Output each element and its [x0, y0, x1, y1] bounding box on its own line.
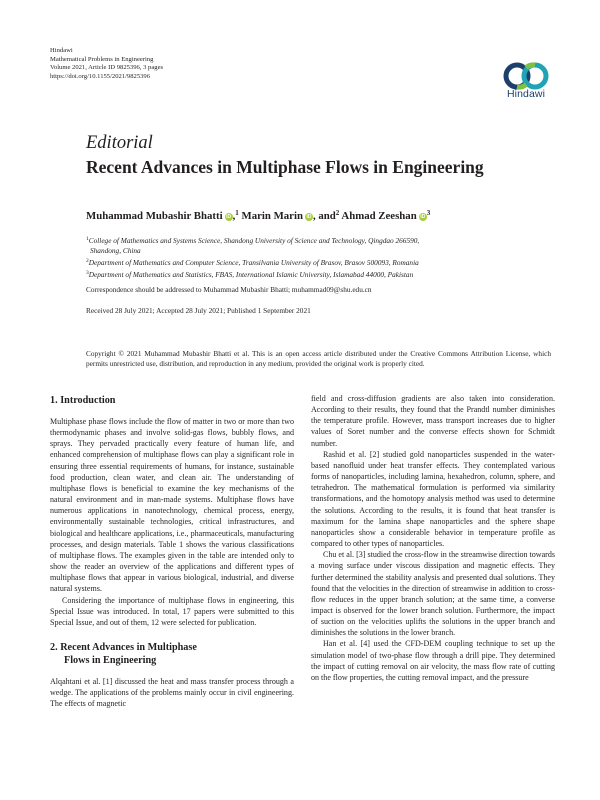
article-title: Recent Advances in Multiphase Flows in Engineering	[86, 157, 484, 177]
affiliation-item	[86, 268, 556, 280]
journal-name: Mathematical Problems in Engineering	[50, 55, 154, 63]
affil-text: Department of Mathematics and Computer Science, Transilvania University of Brasov, Brasov 500093, Romania	[88, 258, 419, 267]
section-heading: 1. Introduction	[50, 395, 116, 406]
section-heading-line: Flows in Engineering	[64, 654, 157, 666]
article-type: Editorial	[86, 133, 153, 153]
orcid-icon[interactable]: iD	[306, 214, 312, 220]
paragraph: Considering the importance of multiphase flows in engineering, this Special Issue was introduced. In total, 17 papers were submitted to this Special Issue, and out of them, 12 were selected for publication.	[50, 595, 294, 627]
author-name[interactable]: Marin Marin	[241, 210, 303, 222]
publication-dates: Received 28 July 2021; Accepted 28 July 2021; Published 1 September 2021	[86, 306, 311, 315]
paragraph: Multiphase phase flows include the flow of matter in two or more than two thermodynamic phases and involve solid-gas flows, bubbly flows, and sprays. They pervaded practically every feature of human life, and enhanced comprehension of multiphase flows can play a significant role in ensuring three essential requirements of humans, for instance, sustainable food production, clean water, and clean air. The understanding of multiphase flows is beneficial to examine the key mechanisms of the natural environment and in man-made systems. Multiphase flows have numerous applications in nanotechnology, chemical process, energy, environmentally sustainable technologies, critical infrastructures, and biological and healthcare applications, i.e., pharmaceuticals, manufacturing processes, and design materials. Table 1 shows the various classifications of multiphase flows. The examples given in the table are intended only to show the reader an overview of the applications and different types of multiphase flows that appear in various biological, industrial, and diverse natural systems.	[50, 417, 294, 594]
paragraph: field and cross-diffusion gradients are also taken into consideration. According to their results, they found that the Prandtl number diminishes the temperature profile. However, mass transport increases due to higher values of Soret number and the converse effects shown for Schmidt number.	[311, 394, 555, 448]
author-list	[86, 209, 430, 222]
publisher-name: Hindawi	[50, 47, 73, 54]
section-heading-line: 2. Recent Advances in Multiphase	[50, 641, 197, 653]
orcid-icon[interactable]: iD	[420, 214, 426, 220]
section-heading	[50, 641, 294, 667]
journal-info	[50, 47, 163, 81]
affil-number: 3	[86, 270, 89, 276]
correspondence: Correspondence should be addressed to Muhammad Mubashir Bhatti; muhammad09@shu.edu.cn	[86, 285, 372, 294]
author-affil-number: 3	[426, 209, 431, 217]
author-name[interactable]: Muhammad Mubashir Bhatti	[86, 210, 223, 222]
affiliation-item	[86, 234, 556, 246]
paragraph: Chu et al. [3] studied the cross-flow in the streamwise direction towards a moving surface under viscous dissipation and magnetic effects. They further determined the stability analysis and presented dual solutions. They found that the velocities in the direction of streamwise in addition to cross-flow reduces in the upper branch solution; at the same time, a converse impact is observed for the lower branch solution. Furthermore, the impact of suction on the velocities uplifts the solutions in the upper branch and diminishes the solutions in the lower branch.	[311, 550, 555, 638]
right-column	[311, 393, 555, 683]
author-separator: ,	[232, 210, 236, 222]
hindawi-logo-text: Hindawi	[506, 88, 546, 100]
author-name[interactable]: Ahmad Zeeshan	[341, 210, 417, 222]
paragraph: Rashid et al. [2] studied gold nanoparticles suspended in the water-based nanofluid under heat transfer effects. They contemplated various forms of nanoparticles, including lamina, hexahedron, column, sphere, and tetrahedron. The mathematical formulation is performed via similarity transformations, and the homotopy analysis method was used to determine the solutions. According to the results, it is found that heat transfer is maximum for the lamina shape nanoparticles and the sphere shape nanoparticles show a considerable behavior in temperature profile as compared to other types of nanoparticles.	[311, 449, 555, 549]
author-affil-number: 2	[335, 209, 340, 217]
orcid-icon[interactable]: iD	[226, 214, 232, 220]
left-column	[50, 394, 294, 709]
affil-text: College of Mathematics and Systems Science, Shandong University of Science and Technology, Qingdao 266590,	[88, 236, 420, 245]
paragraph: Han et al. [4] used the CFD-DEM coupling technique to set up the simulation model of two-phase flow through a drill pipe. They determined the impact of cutting removal on air velocity, the mass flow rate of cutting on the flow properties, the cutting removal impact, and the pressure	[311, 639, 555, 682]
paragraph: Alqahtani et al. [1] discussed the heat and mass transfer process through a wedge. The applications of the problems mainly occur in civil engineering. The effects of magnetic	[50, 676, 294, 709]
volume-line: Volume 2021, Article ID 9825396, 3 pages	[50, 64, 164, 72]
author-affil-number: 1	[235, 209, 239, 217]
affil-number: 1	[86, 236, 89, 242]
affil-text: Department of Mathematics and Statistics, FBAS, International Islamic University, Islamabad 44000, Pakistan	[88, 270, 414, 279]
copyright-notice: Copyright © 2021 Muhammad Mubashir Bhatti et al. This is an open access article distributed under the Creative Commons Attribution License, which permits unrestricted use, distribution, and reproduction in any medium, provided the original work is properly cited.	[86, 349, 551, 369]
author-separator: , and	[312, 210, 336, 222]
affiliations	[86, 234, 556, 280]
doi-link[interactable]: https://doi.org/10.1155/2021/9825396	[50, 72, 151, 80]
affil-number: 2	[86, 258, 89, 264]
affiliation-item	[86, 256, 556, 268]
affiliation-item-continued: Shandong, China	[90, 246, 141, 255]
